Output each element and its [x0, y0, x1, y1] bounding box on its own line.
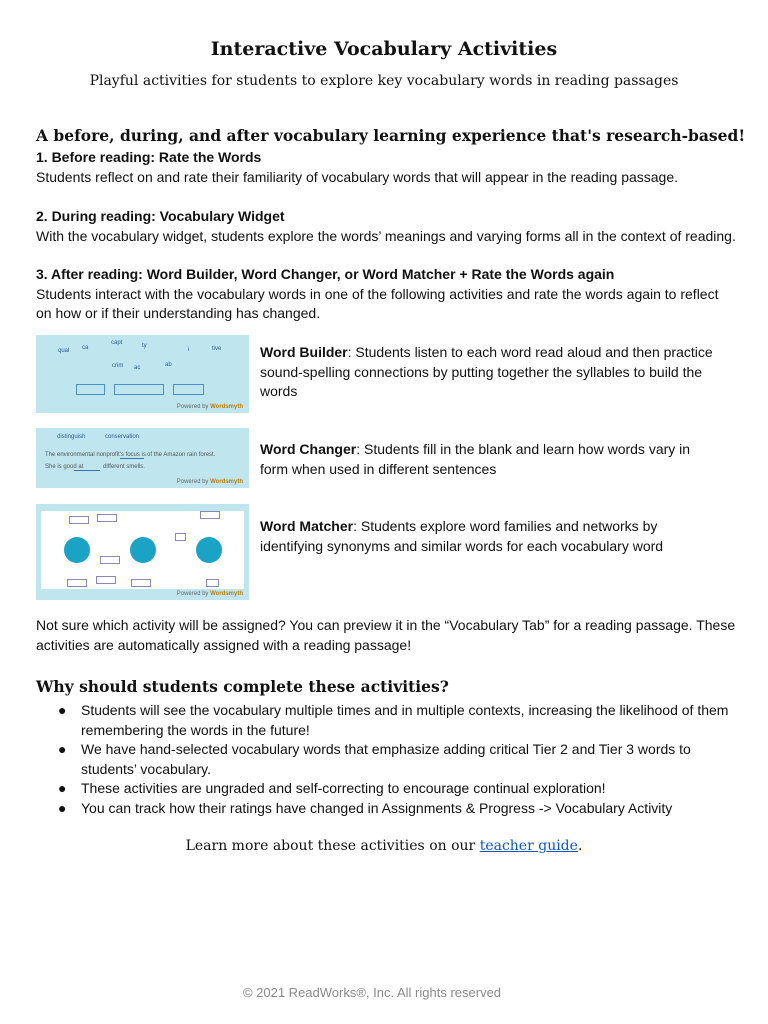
fill-blank [74, 464, 100, 471]
powered-by [177, 404, 243, 410]
step-1 [36, 148, 736, 187]
word-builder-thumbnail [36, 335, 249, 413]
learn-more [0, 838, 768, 854]
word-chip [200, 511, 220, 519]
word-chip: conservation [105, 434, 140, 440]
powered-by-label: Powered by [176, 591, 209, 597]
list-item [36, 779, 736, 799]
word-changer-name: Word Changer [260, 441, 357, 457]
changer-sentence-2-end: different smells. [103, 464, 145, 470]
word-changer-thumbnail [36, 428, 249, 488]
word-matcher-desc [260, 517, 720, 556]
learn-more-prefix: Learn more about these activities on our [185, 838, 480, 854]
word-chip [69, 516, 89, 524]
syllable-tile: ty [142, 343, 147, 349]
powered-by [177, 479, 243, 485]
syllable-tile: capt [111, 340, 123, 346]
word-chip [206, 579, 219, 587]
word-chip [97, 514, 117, 522]
bullet-text: We have hand-selected vocabulary words that emphasize adding critical Tier 2 and Tier 3 words to students’ vocabulary. [81, 741, 691, 777]
list-item [36, 740, 736, 779]
intro-heading: A before, during, and after vocabulary learning experience that's research-based! [36, 126, 746, 145]
word-slot [114, 384, 164, 395]
step-1-title: 1. Before reading: Rate the Words [36, 149, 262, 165]
bullet-text: Students will see the vocabulary multiple times and in multiple contexts, increasing the likelihood of them remembering the words in the future! [81, 702, 729, 738]
syllable-tile: i [188, 347, 190, 353]
step-1-text: Students reflect on and rate their familiarity of vocabulary words that will appear in the reading passage. [36, 168, 679, 185]
syllable-tile: ca [82, 345, 89, 351]
learn-more-suffix: . [577, 838, 583, 854]
bullet-text: These activities are ungraded and self-correcting to encourage continual exploration! [81, 780, 606, 796]
powered-by-label: Powered by [176, 404, 209, 410]
syllable-tile: qual [58, 348, 70, 354]
wordsmyth-logo: Wordsmyth [210, 404, 243, 410]
word-slot [173, 384, 204, 395]
word-chip [131, 579, 151, 587]
word-builder-desc [260, 343, 720, 402]
changer-sentence-1-end: of the Amazon rain forest. [147, 452, 216, 458]
word-slot [76, 384, 105, 395]
word-builder-name: Word Builder [260, 344, 348, 360]
bullet-icon: ● [58, 799, 67, 816]
changer-sentence-2: She is good at [45, 464, 84, 470]
step-3-title: 3. After reading: Word Builder, Word Changer, or Word Matcher + Rate the Words again [36, 266, 615, 282]
vocab-circle [64, 537, 90, 563]
word-builder-text: : Students listen to each word read aloud and then practice sound-spelling connections by putting together the syllables to build the words [260, 344, 713, 399]
bullet-text: You can track how their ratings have changed in Assignments & Progress -> Vocabulary Activity [81, 799, 673, 816]
word-matcher-name: Word Matcher [260, 518, 354, 534]
syllable-tile: ac [134, 365, 141, 371]
wordsmyth-logo: Wordsmyth [210, 591, 243, 597]
fill-blank [120, 452, 144, 459]
changer-sentence-1: The environmental nonprofit's focus is [45, 452, 146, 458]
word-changer-text: : Students fill in the blank and learn how words vary in form when used in different sentences [260, 441, 691, 477]
wordsmyth-logo: Wordsmyth [210, 479, 243, 485]
list-item [36, 799, 736, 819]
vocab-circle [130, 537, 156, 563]
step-2-title: 2. During reading: Vocabulary Widget [36, 208, 285, 224]
list-item [36, 701, 736, 740]
word-matcher-thumbnail [36, 504, 249, 600]
syllable-tile: tive [212, 346, 222, 352]
syllable-tile: ab [165, 362, 172, 368]
word-chip: distinguish [57, 434, 86, 440]
syllable-tile: crim [112, 363, 124, 369]
word-changer-desc [260, 440, 720, 479]
powered-by-label: Powered by [176, 479, 209, 485]
step-3 [36, 265, 736, 324]
word-matcher-text: : Students explore word families and networks by identifying synonyms and similar words for each vocabulary word [260, 518, 664, 554]
word-chip [67, 579, 87, 587]
why-bullet-list [36, 701, 736, 818]
step-2 [36, 207, 736, 246]
page-subtitle: Playful activities for students to explore key vocabulary words in reading passages [89, 73, 679, 89]
vocab-circle [196, 537, 222, 563]
footer-copyright: © 2021 ReadWorks®, Inc. All rights reserved [242, 985, 502, 1000]
step-3-text: Students interact with the vocabulary words in one of the following activities and rate the words again to reflect on how or if their understanding has changed. [36, 285, 719, 321]
word-chip [175, 533, 186, 541]
bullet-icon: ● [58, 780, 67, 796]
step-2-text: With the vocabulary widget, students explore the words’ meanings and varying forms all in the context of reading. [36, 227, 736, 244]
teacher-guide-link[interactable]: teacher guide [479, 838, 578, 854]
bullet-icon: ● [58, 741, 67, 757]
powered-by [177, 591, 243, 597]
word-chip [100, 556, 120, 564]
bullet-icon: ● [58, 702, 67, 718]
word-chip [96, 576, 116, 584]
preview-note: Not sure which activity will be assigned? You can preview it in the “Vocabulary Tab” for a reading passage. These activities are automatically assigned with a reading passage! [36, 617, 736, 653]
why-heading: Why should students complete these activities? [36, 677, 449, 696]
page-title: Interactive Vocabulary Activities [210, 38, 558, 60]
